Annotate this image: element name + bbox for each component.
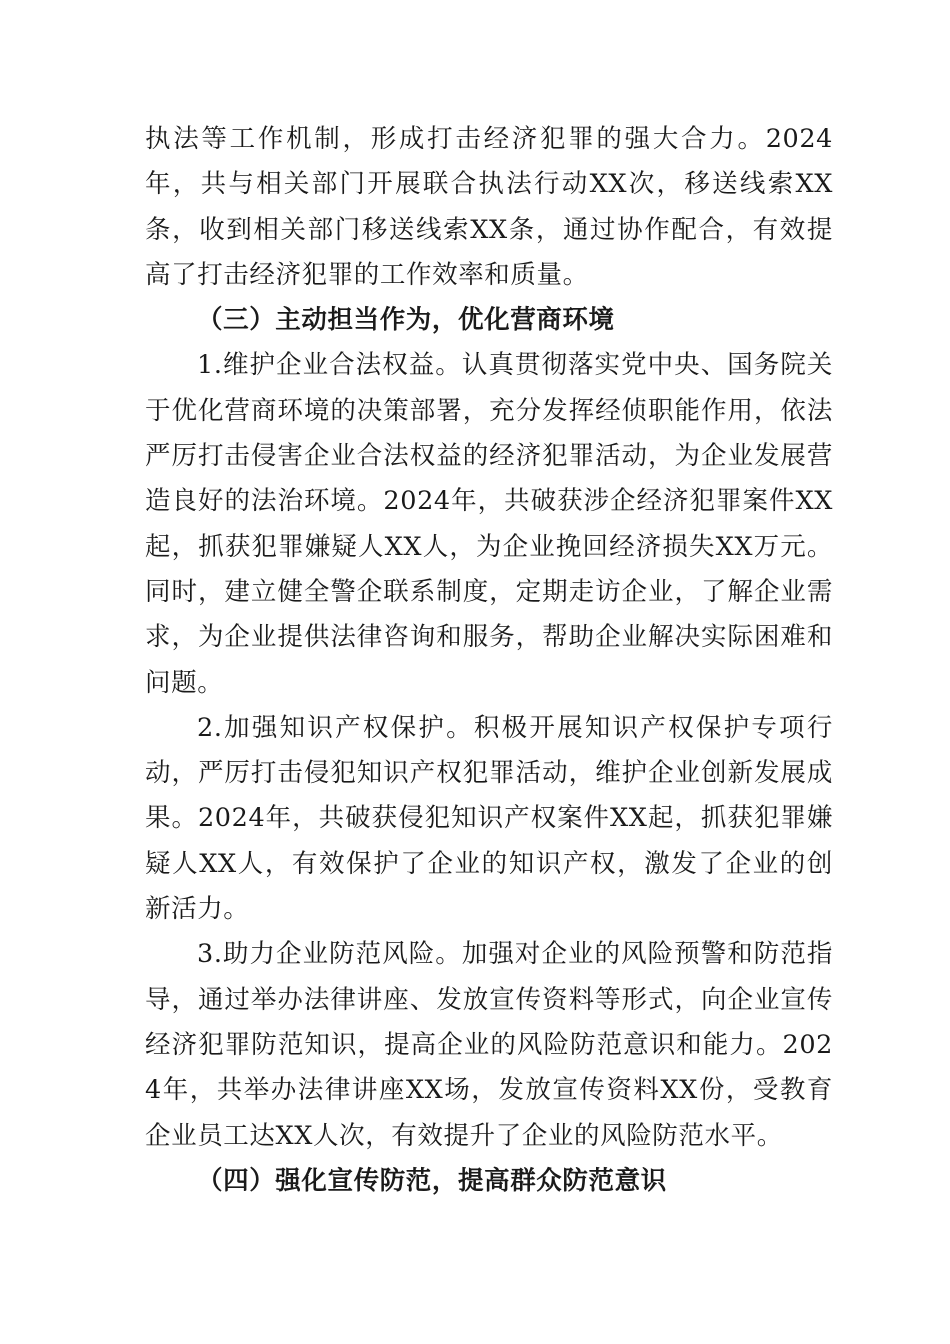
section-heading-4: （四）强化宣传防范，提高群众防范意识 [197, 1165, 667, 1196]
paragraph-protect-enterprise-rights: 1.维护企业合法权益。认真贯彻落实党中央、国务院关于优化营商环境的决策部署，充分发挥经侦职能作用，依法严厉打击侵害企业合法权益的经济犯罪活动，为企业发展营造良好的法治环境。2024年，共破获涉企经济犯罪案件XX起，抓获犯罪嫌疑人XX人，为企业挽回经济损失XX万元。同时，建立健全警企联系制度，定期走访企业，了解企业需求，为企业提供法律咨询和服务，帮助企业解决实际困难和问题。 [145, 350, 833, 698]
paragraph-ip-protection: 2.加强知识产权保护。积极开展知识产权保护专项行动，严厉打击侵犯知识产权犯罪活动，维护企业创新发展成果。2024年，共破获侵犯知识产权案件XX起，抓获犯罪嫌疑人XX人，有效保护了企业的知识产权，激发了企业的创新活力。 [145, 712, 833, 925]
paragraph-continuation: 执法等工作机制，形成打击经济犯罪的强大合力。2024年，共与相关部门开展联合执法行动XX次，移送线索XX条，收到相关部门移送线索XX条，通过协作配合，有效提高了打击经济犯罪的工作效率和质量。 [145, 124, 833, 290]
document-body [145, 117, 833, 1204]
section-heading-3: （三）主动担当作为，优化营商环境 [197, 305, 615, 336]
paragraph-risk-prevention: 3.助力企业防范风险。加强对企业的风险预警和防范指导，通过举办法律讲座、发放宣传资料等形式，向企业宣传经济犯罪防范知识，提高企业的风险防范意识和能力。2024年，共举办法律讲座XX场，发放宣传资料XX份，受教育企业员工达XX人次，有效提升了企业的风险防范水平。 [145, 939, 833, 1151]
